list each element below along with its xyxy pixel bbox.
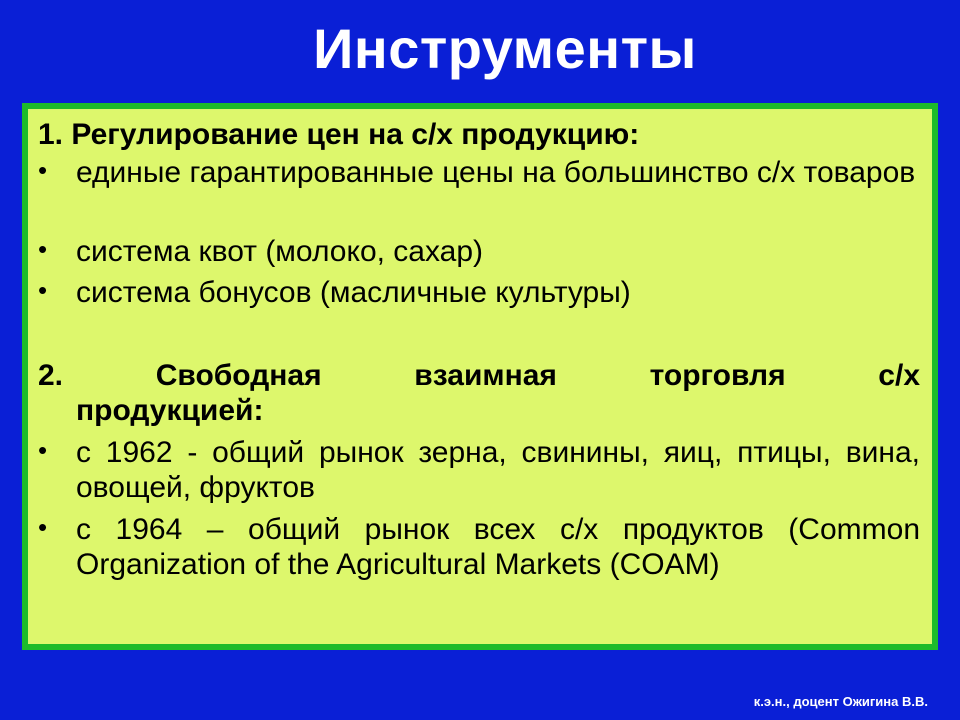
list-item: • система бонусов (масличные культуры) <box>38 275 631 309</box>
bullet-icon: • <box>38 275 48 305</box>
section-heading-1: 1. Регулирование цен на с/х продукцию: <box>38 118 640 151</box>
list-item: • с 1964 – общий рынок всех с/х продуктов (Common Organization of the Agricultural Markets (COAM) <box>38 512 920 581</box>
footer-author: к.э.н., доцент Ожигина В.В. <box>753 694 928 709</box>
list-item: • с 1962 - общий рынок зерна, свинины, яиц, птицы, вина, овощей, фруктов <box>38 435 920 504</box>
bullet-icon: • <box>38 512 48 542</box>
list-item: • система квот (молоко, сахар) <box>38 234 484 268</box>
slide-title: Инструменты <box>313 17 697 80</box>
list-item: • единые гарантированные цены на большинство с/х товаров <box>38 155 916 189</box>
section-heading-2-cont: продукцией: <box>76 394 264 427</box>
bullet-icon: • <box>38 234 48 264</box>
section-heading-2: 2. Свободная взаимная торговля с/х <box>38 359 920 392</box>
content-box <box>22 103 938 650</box>
bullet-icon: • <box>38 155 48 185</box>
bullet-icon: • <box>38 435 48 465</box>
